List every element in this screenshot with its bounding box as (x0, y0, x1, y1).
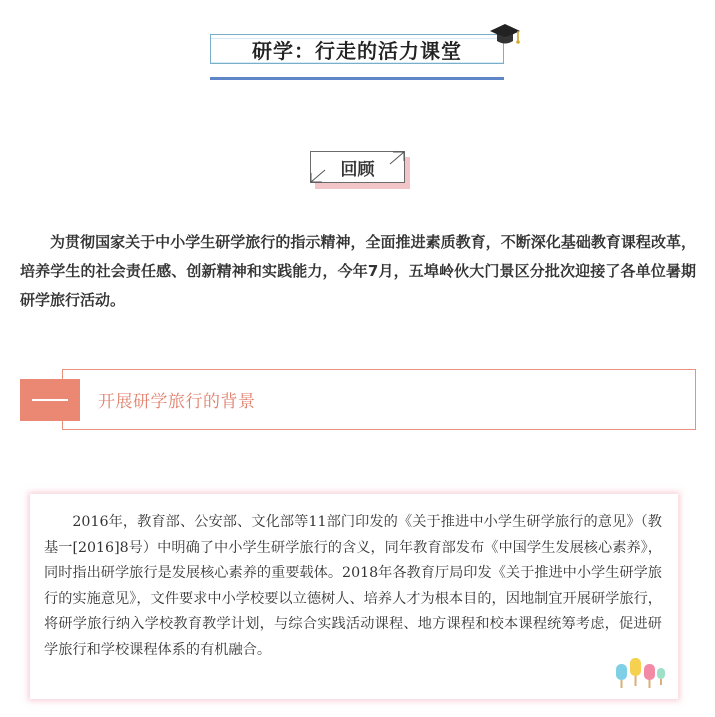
graduation-cap-icon (488, 22, 522, 48)
review-label: 回顾 (310, 151, 405, 183)
dash-icon (32, 399, 68, 401)
page-title: 研学：行走的活力课堂 (211, 39, 503, 59)
background-paragraph: 2016年，教育部、公安部、文化部等11部门印发的《关于推进中小学生研学旅行的意见》（教基一[2016]8号）中明确了中小学生研学旅行的含义，同年教育部发布《中国学生发展核心素养》，同时指出研学旅行是发展核心素养的重要载体。2018年各教育厅局印发《关于推进中小学生研学旅行的实施意见》，文件要求中小学校要以立德树人、培养人才为根本目的，因地制宜开展研学旅行，将研学旅行纳入学校教育教学计划，与综合实践活动课程、地方课程和校本课程统筹考虑，促进研学旅行和学校课程体系的有机融合。 (44, 514, 662, 658)
popsicles-icon (614, 656, 666, 690)
title-frame (210, 34, 504, 64)
title-underline (210, 77, 504, 80)
intro-paragraph: 为贯彻国家关于中小学生研学旅行的指示精神，全面推进素质教育，不断深化基础教育课程改革，培养学生的社会责任感、创新精神和实践能力，今年7月，五埠岭伙大门景区分批次迎接了各单位暑期研学旅行活动。 (20, 233, 696, 309)
section-title: 开展研学旅行的背景 (98, 392, 256, 412)
